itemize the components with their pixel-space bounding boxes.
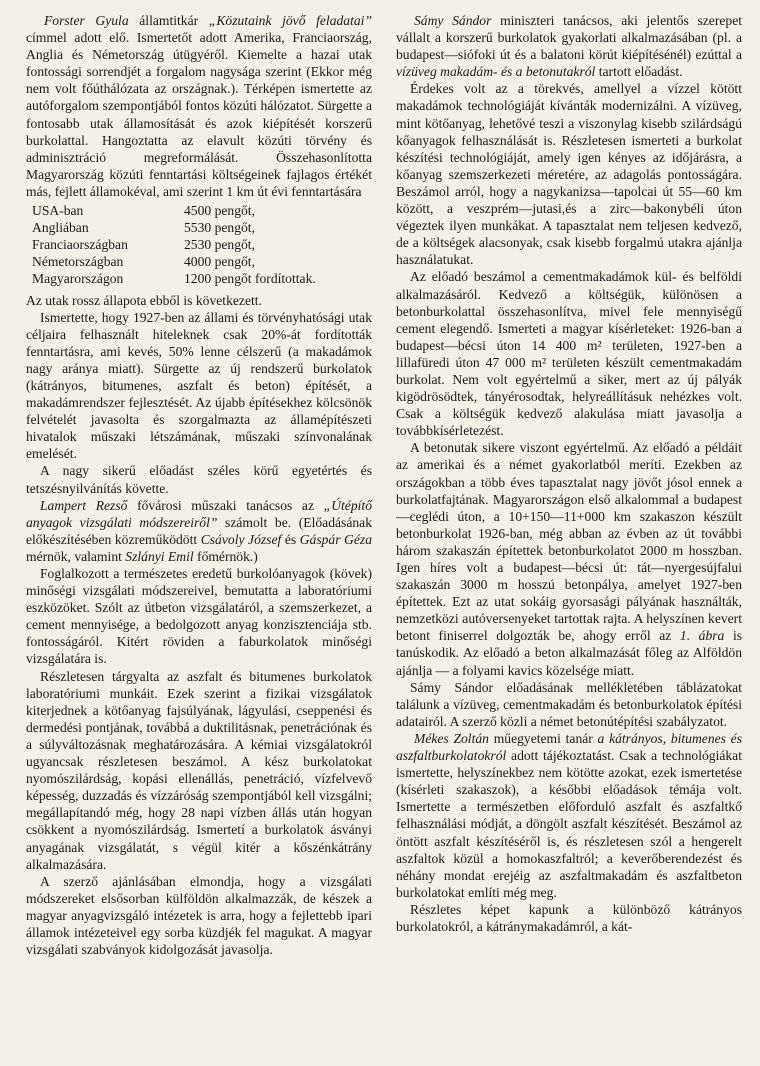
paragraph-conditions: Az utak rossz állapota ebből is következett. bbox=[26, 292, 262, 308]
paragraph-mekes: Mékes Zoltán műegyetemi tanár a kátrányos, bitumenes és aszfaltburkolatokról adott tájékoztatást. Csak a technológiákat ismertette, helyszínekbez nem kötötte azokat, ezek ismertetése (kísérleti szakaszok), a későbbi előadások témája volt. Ismertette a természetben előforduló aszfalt és aszfaltkő felhasználási módját, a döngölt aszfalt készítését. Beszámol az öntött aszfalt készítéséről is, és részletesen szól a hengerelt aszfaltok közül a homokaszfaltról; a keverőberendezést és néhány mondat erejéig az aszfaltmakadám és aszfaltbeton burkolatokat említi még meg. bbox=[396, 730, 743, 900]
author-name: Forster Gyula bbox=[44, 13, 129, 28]
paragraph-funding: Ismertette, hogy 1927-ben az állami és törvényhatósági utak céljaira felhasznált hiteleknek csak 20%-át fordították fenntartásra, ami kevés, 50% lenne célszerű (a makadámok nagy aránya miatt). Sürgette az új rendszerű burkolatok (kátrányos, bitumenes, aszfalt és beton) építését, a makadámrendszer fejlesztését. Az újabb építésekhez kölcsönök felvételét javasolta és szorgalmazta az államépítészeti hivatalok műszaki létszámának, műszaki színvonalának emelését. bbox=[26, 309, 372, 462]
table-row: Angliában 5530 pengőt, bbox=[32, 220, 255, 236]
paragraph-cement-macadam: Az előadó beszámol a cementmakadámok kül- és belföldi alkalmazásáról. Kedvező a költségük, különösen a betonburkolattal összehasonlítva, mivel fele mennyiségű cement elegendő. Ismerteti a magyar kísérleteket: 1926-ban a budapest—bécsi úton 14 400 m² területen, 1927-ben a lillafüredi úton 47 000 m² területen készült cementmakadám burkolat. Nem volt egyértelmű a siker, mert az új pályák kigödrösödtek, tányérosodtak, helyreállításuk nehézkes volt. Csak a költségük kedvező alakulása miatt javasolja a továbbkísérletezést. bbox=[396, 269, 742, 439]
paragraph-recommendation: A szerző ajánlásában elmondja, hogy a vizsgálati módszereket elsősorban külföldön alkalmazzák, de készek a magyar anyagvizsgáló intézetek is arra, hogy a fejlettebb ipari államok intézeteivel egy sorba küzdjék fel magukat. A magyar vizsgálati szabványok kidolgozását javasolja. bbox=[26, 873, 372, 958]
maintenance-cost-table bbox=[32, 202, 316, 287]
table-row: Németországban 4000 pengőt, bbox=[32, 254, 255, 270]
lecture-title: a kátrányos, bitumenes és aszfaltburkolatokról bbox=[396, 730, 743, 764]
author-name: Sámy Sándor bbox=[414, 13, 492, 28]
right-column bbox=[396, 12, 742, 1066]
author-name: Mékes Zoltán bbox=[414, 730, 489, 746]
paragraph-asphalt-testing: Részletesen tárgyalta az aszfalt és bitumenes burkolatok laboratóriumi munkáit. Ezek szerint a fizikai vizsgálatok kiterjednek a kötőanyag fajsúlyának, lágyulási, cseppenési és dermedési pontjának, továbbá a duktilitásnak, penetrációnak és a súlyváltozásnak meghatározására. A kémiai vizsgálatokról ugyancsak részletesen beszámol. A kész burkolatokat nyomószilárdság, kopási ellenállás, penetráció, vízfelvevő képesség, duzzadás és vízzáróság szempontjából kell vizsgálni; megállapítandó még, hogy 28 napi vízben állás után hogyan csökkent a nyomószilárdság. Ismertetí a burkolatok ásványi anyagának vizsgálatát, s végül kitér a kőszénkátrány alkalmazására. bbox=[26, 668, 372, 872]
lecture-title: „Közutaink jövő feladatai” bbox=[208, 13, 373, 28]
table-row: Magyarországon 1200 pengőt fordítottak. bbox=[32, 271, 316, 287]
paragraph-tar-pavements: Részletes képet kapunk a különböző kátrányos burkolatokról, a kátránymakadámról, a kát- bbox=[396, 901, 742, 934]
table-row: Franciaországban 2530 pengőt, bbox=[32, 237, 255, 253]
author-name: Lampert Rezső bbox=[40, 497, 128, 513]
paragraph-lampert: Lampert Rezső fővárosi műszaki tanácsos az „Útépítő anyagok vizsgálati módszereiről” számolt be. (Előadásának előkészítésében közreműködött Csávoly József és Gáspár Géza mérnök, valamint Szlányi Emil főmérnök.) bbox=[26, 497, 372, 564]
left-column bbox=[26, 12, 372, 1066]
contributor-name: Csávoly József bbox=[200, 531, 282, 547]
paragraph-waterglass: Érdekes volt az a törekvés, amellyel a vízzel kötött makadámok technológiáját kívánták modernizálni. A vízüveg, mint kötőanyag, lehetővé teszi a viszonylag kisebb szilárdságú kőanyagok felhasználását is. Részletesen ismerteti a burkolat készítési technológiáját, amely igen kényes az időjárásra, a kőanyag szemszerkezeti méretére, az adagolás pontosságára. Beszámol arról, hogy a nagykanizsa—tapolcai út 55—60 km között, a veszprém—jutasi,és a zirc—bakonybéli úton végeztek ilyen munkákat. A tapasztalat nem teljesen kedvező, de a költségek alacsonyak, csak kisebb forgalmú utakra ajánlja használatukat. bbox=[396, 81, 742, 268]
paragraph-stone-testing: Foglalkozott a természetes eredetű burkolóanyagok (kövek) minőségi vizsgálati módszereivel, bemutatta a laboratóriumi eszközöket. Szólt az útbeton vizsgálatáról, a szemszerkezet, a cement mennyisége, a bedolgozott anyag konzisztenciája stb. fontosságáról. Kitért röviden a faburkolatok minőségi vizsgálatára is. bbox=[26, 566, 372, 667]
paragraph-appendix: Sámy Sándor előadásának mellékletében táblázatokat találunk a vízüveg, cementmakadám és betonburkolatok építési adatairól. A szerző közli a német betonútépítési szabályzatot. bbox=[396, 679, 742, 729]
figure-reference: 1. ábra bbox=[679, 628, 725, 644]
lecture-title: vízüveg makadám- és a betonutakról bbox=[396, 64, 596, 80]
contributor-name: Szlányi Emil bbox=[125, 548, 194, 564]
paragraph-reception: A nagy sikerű előadást széles körű egyetértés és tetszésnyilvánítás követte. bbox=[26, 463, 372, 496]
table-row: USA-ban 4500 pengőt, bbox=[32, 203, 255, 219]
paragraph-concrete-roads: A betonutak sikere viszont egyértelmű. Az előadó a példáit az amerikai és a német gyakorlatból meríti. Ezekben az országokban a több éves tapasztalat nagy jövőt jósol ennek a burkolatfajtának. Magyarországon első alkalommal a budapest—ceglédi úton, a 10+150—11+000 km szakaszon készült betonburkolat 1926-ban, még abban az évben az út további három szakaszán építettek betonburkolatot 2000 m hosszban. Igen híres volt a budapest—bécsi út: tát—nyergesújfalui szakaszán 3000 m hosszú betonpálya, amelyet 1927-ben építettek. Ezt az utat sokáig gyorsasági pályának használták, nemzetközi autóversenyeket tartottak rajta. A helyszínen kevert betont finiserrel dolgozták be, ahogy erről az 1. ábra is tanúskodik. Az előadó a beton alkalmazását főleg az Alföldön ajánlja — a folyami kavics közelsége miatt. bbox=[396, 440, 743, 678]
paragraph-samy: Sámy Sándor miniszteri tanácsos, aki jelentős szerepet vállalt a korszerű burkolatok gyakorlati alkalmazásában (pl. a budapest—siófoki út és a balatoni körút kiépítésénél) ezúttal a vízüveg makadám- és a betonutakról tartott előadást. bbox=[396, 13, 743, 80]
lecture-title: „Útépítő anyagok vizsgálati módszereiről” bbox=[26, 497, 372, 530]
contributor-name: Gáspár Géza bbox=[299, 531, 372, 547]
paragraph-forster: Forster Gyula államtitkár „Közutaink jövő feladatai” címmel adott elő. Ismertetőt adott Amerika, Franciaország, Anglia és Németország útügyéről. Kiemelte a hazai utak fontossági sorrendjét a forgalom nagysága szerint (Ekkor még nem volt főúthálózata az országnak.). Térképen ismertette az autóforgalom szempontjából fontos közúti hálózatot. Sürgette a fontosabb utak államosítását és azok kiépítését korszerű burkolattal. Hangoztatta az elavult közúti törvény és adminisztráció megreformálását. Összehasonlította Magyarország közúti fenntartási költségeinek fajlagos értékét más, fejlett államokéval, ami szerint 1 km út évi fenntartására bbox=[26, 13, 373, 199]
